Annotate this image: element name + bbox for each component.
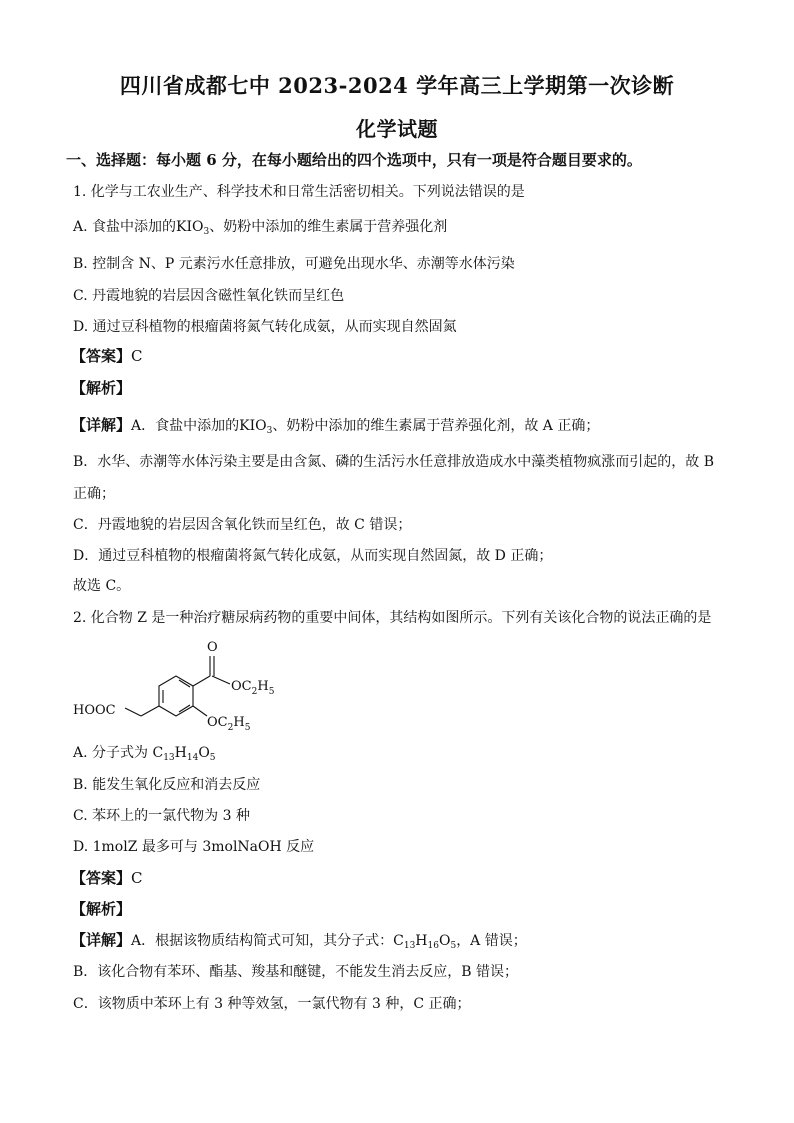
- q1-stem: 1. 化学与工农业生产、科学技术和日常生活密切相关。下列说法错误的是: [73, 184, 525, 200]
- carbonyl-o-label: O: [207, 640, 218, 655]
- ch2-bond: [141, 706, 159, 716]
- q1-option-d: D. 通过豆科植物的根瘤菌将氮气转化成氨，从而实现自然固氮: [73, 319, 457, 335]
- ester-oc2h5-label: $OC_2H_5$: [231, 679, 275, 697]
- answer-label: 【答案】: [71, 347, 132, 365]
- q2-answer: [71, 868, 721, 888]
- q2-analysis-label: 【解析】: [71, 900, 132, 918]
- q1-option-a-text: A. 食盐中添加的: [73, 219, 177, 235]
- ester-bond: [193, 676, 210, 686]
- q1-detail-b-cont: 正确；: [73, 486, 115, 502]
- q1-conclusion: 故选 C。: [73, 578, 131, 594]
- section-heading: 一、选择题：每小题 6 分，在每小题给出的四个选项中，只有一项是符合题目要求的。: [66, 151, 642, 169]
- q2-detail-b: B．该化合物有苯环、酯基、羧基和醚键，不能发生消去反应，B 错误；: [73, 964, 519, 980]
- benzene-ring: [159, 676, 193, 716]
- detail-label: 【详解】: [71, 416, 132, 434]
- q1-analysis-label: 【解析】: [71, 379, 132, 397]
- ether-oc2h5-label: $OC_2H_5$: [207, 715, 251, 733]
- compound-z-structure: [73, 636, 313, 736]
- q1-detail-b: B．水华、赤潮等水体污染主要是由含氮、磷的生活污水任意排放造成水中藻类植物疯涨而引起的，故 B: [73, 454, 715, 470]
- answer-value: C: [131, 347, 143, 365]
- q2-option-a: A. 分子式为 $C_{13}H_{14}O_5$: [73, 745, 216, 763]
- q1-detail-d: D．通过豆科植物的根瘤菌将氮气转化成氨，从而实现自然固氮，故 D 正确；: [73, 548, 553, 564]
- q1-option-a-rest: 、奶粉中添加的维生素属于营养强化剂: [209, 219, 448, 235]
- q1-option-b: B. 控制含 N、P 元素污水任意排放，可避免出现水华、赤潮等水体污染: [73, 256, 515, 272]
- q2-detail-c: C．该物质中苯环上有 3 种等效氢，一氯代物有 3 种，C 正确；: [73, 996, 471, 1012]
- q2-stem: 2. 化合物 Z 是一种治疗糖尿病药物的重要中间体，其结构如图所示。下列有关该化合物的说法正确的是: [73, 610, 712, 626]
- answer-value: C: [131, 869, 143, 887]
- q1-option-c: C. 丹霞地貌的岩层因含磁性氧化铁而呈红色: [73, 288, 345, 304]
- ether-bond: [193, 706, 207, 716]
- detail-label: 【详解】: [71, 931, 132, 949]
- kio3-formula: $KIO_3$: [176, 219, 210, 237]
- hooc-label: HOOC: [73, 703, 116, 718]
- q2-detail-a: 【详解】A．根据该物质结构简式可知，其分子式：$C_{13}H_{16}O_5$，A 错误；: [71, 931, 527, 951]
- q1-detail-c: C．丹霞地貌的岩层因含氧化铁而呈红色，故 C 错误；: [73, 517, 412, 533]
- q1-answer: [71, 346, 721, 366]
- page-title: 四川省成都七中 2023-2024 学年高三上学期第一次诊断: [119, 73, 675, 98]
- q2-option-b: B. 能发生氧化反应和消去反应: [73, 777, 261, 793]
- q2-option-d: D. 1molZ 最多可与 3molNaOH 反应: [73, 839, 315, 855]
- kio3-formula: $KIO_3$: [239, 418, 273, 436]
- page-subtitle: 化学试题: [356, 117, 438, 141]
- q1-option-a: [73, 217, 723, 237]
- answer-label: 【答案】: [71, 869, 132, 887]
- q2-option-c: C. 苯环上的一氯代物为 3 种: [73, 808, 250, 824]
- q1-detail-a: 【详解】A．食盐中添加的$KIO_3$、奶粉中添加的维生素属于营养强化剂，故 A 正确；: [71, 416, 600, 436]
